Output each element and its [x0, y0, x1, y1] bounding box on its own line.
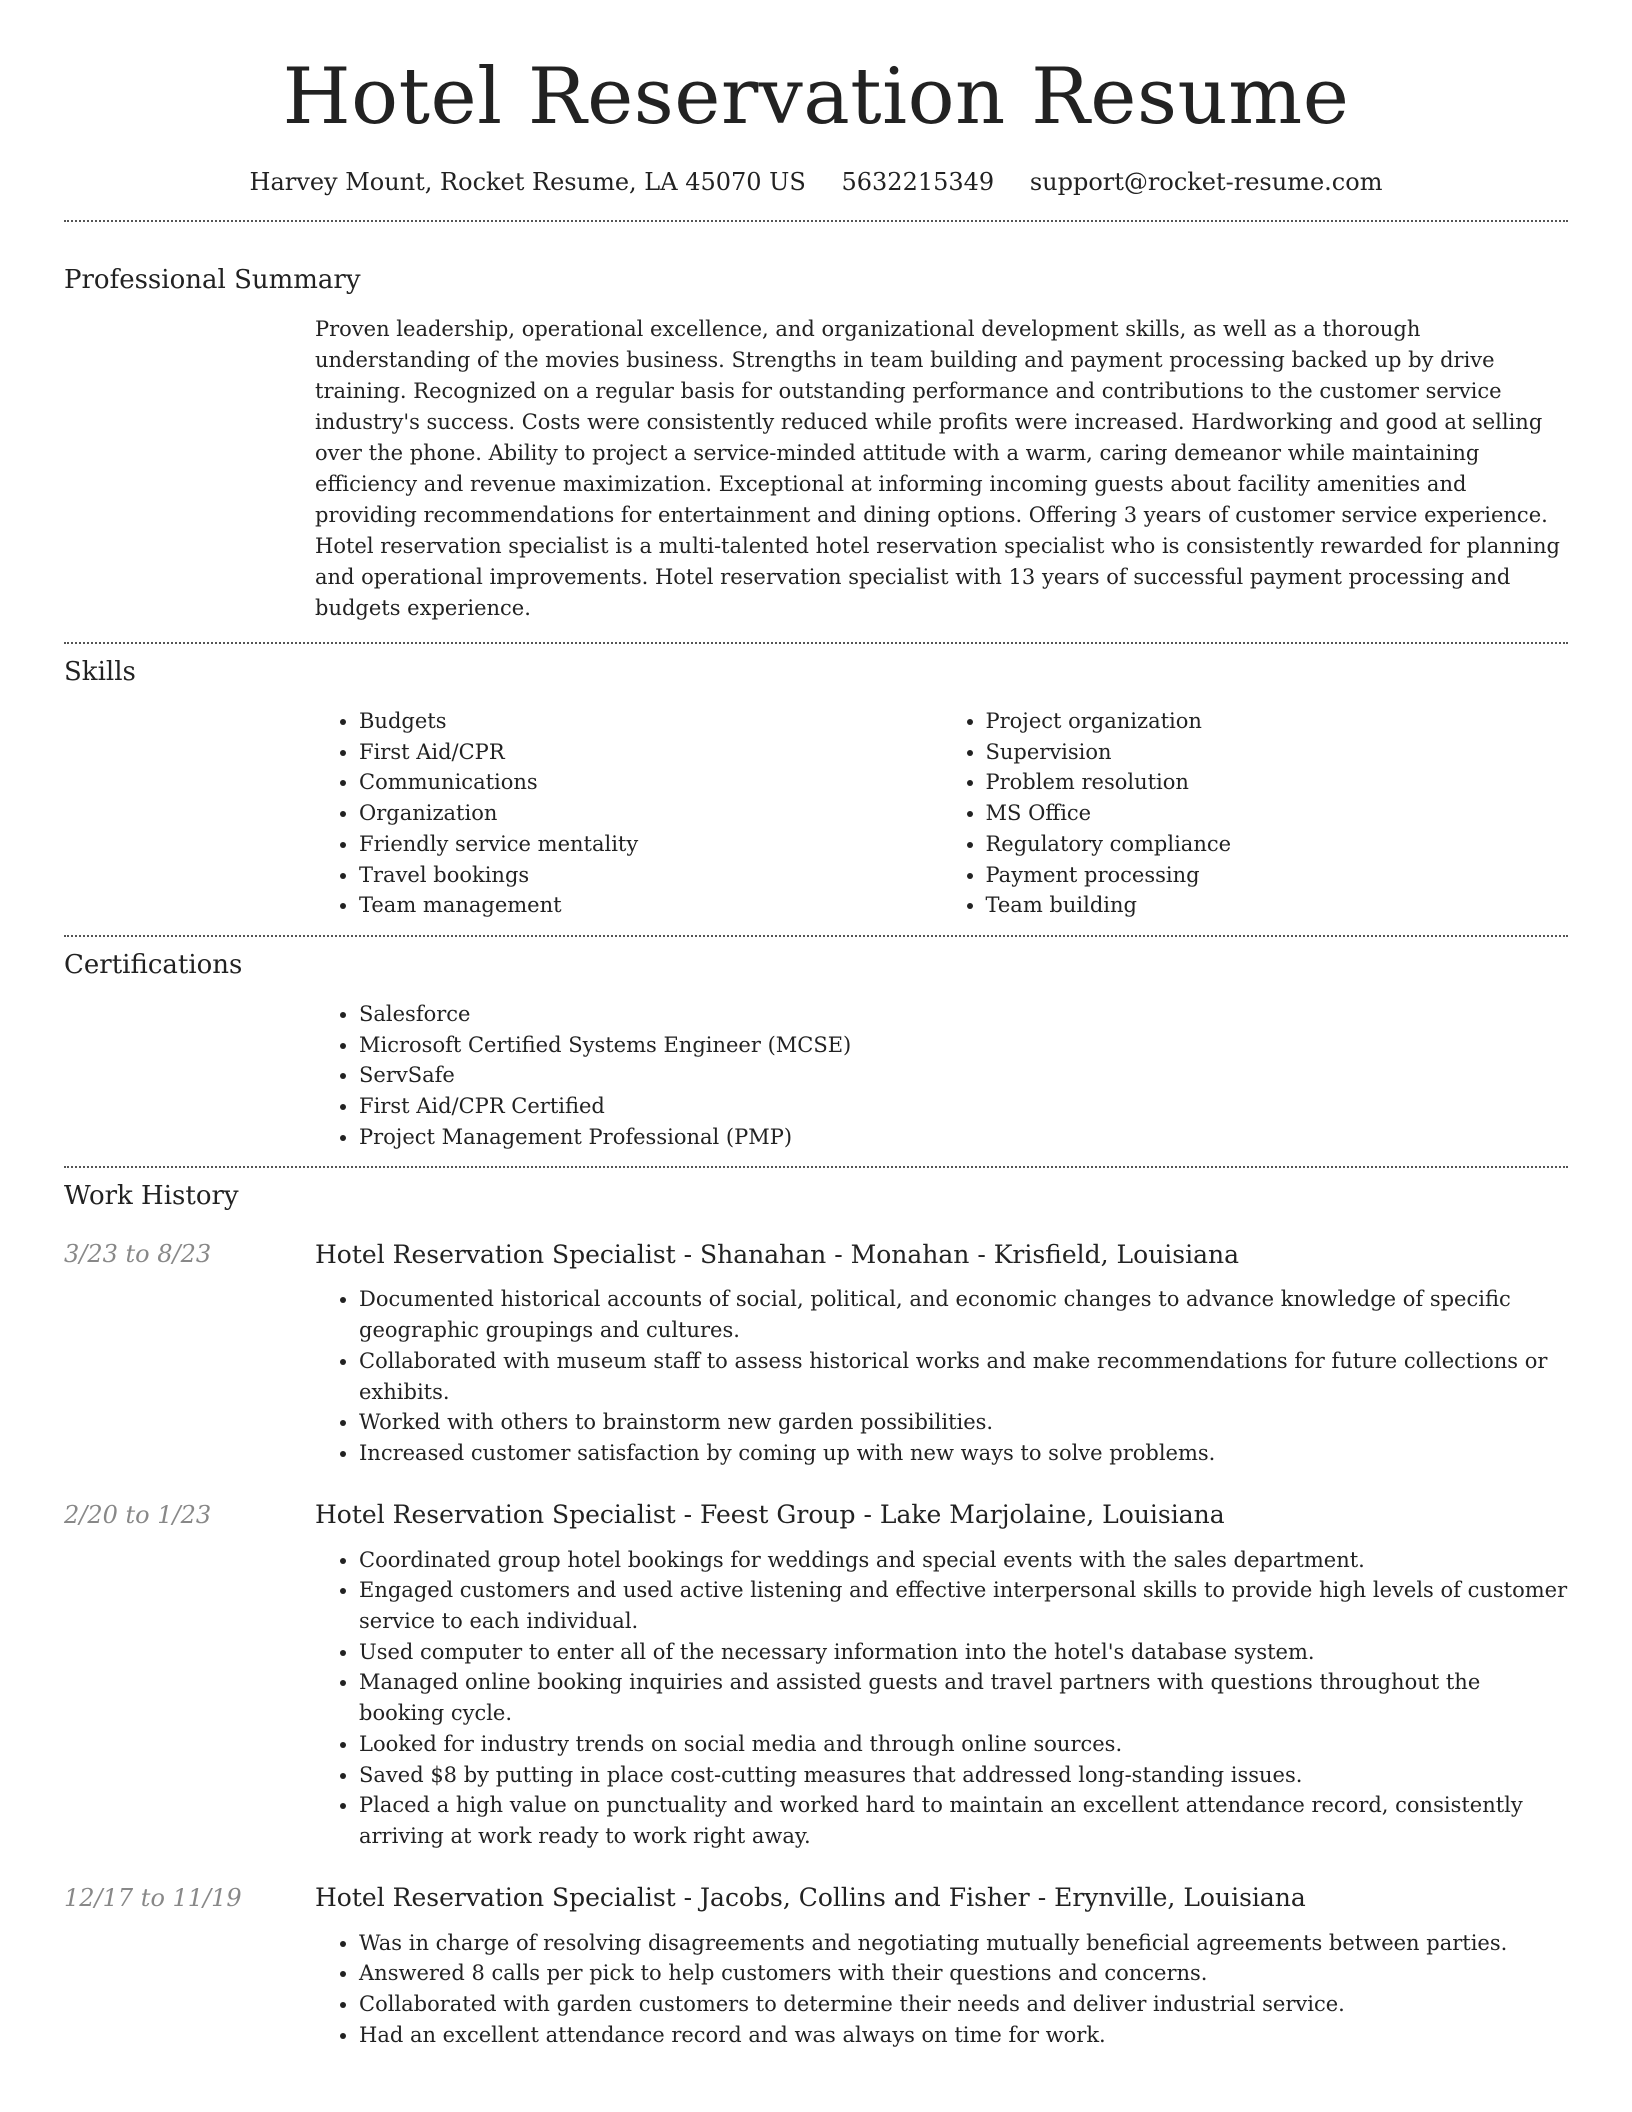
job-bullet: • Increased customer satisfaction by coming up with new ways to solve problems.	[359, 1438, 1568, 1469]
job-bullet: • Collaborated with garden customers to determine their needs and deliver industrial service.	[359, 1989, 1568, 2020]
job-bullet: • Collaborated with museum staff to assess historical works and make recommendations for future collections or exhibits.	[359, 1346, 1568, 1407]
summary-section	[64, 222, 1568, 642]
certifications-heading: Certifications	[64, 949, 243, 980]
job-entry	[64, 1495, 1568, 1852]
skill-item: • Travel bookings	[359, 860, 942, 891]
job-bullets	[315, 1284, 1568, 1468]
skill-item: • Team building	[986, 890, 1569, 921]
skill-item: • Friendly service mentality	[359, 829, 942, 860]
job-bullet: • Answered 8 calls per pick to help customers with their questions and concerns.	[359, 1958, 1568, 1989]
certification-item: • First Aid/CPR Certified	[359, 1091, 1568, 1122]
skill-item: • Problem resolution	[986, 767, 1569, 798]
job-bullets	[315, 1928, 1568, 2051]
job-bullet: • Engaged customers and used active listening and effective interpersonal skills to provide high levels of customer service to each individual.	[359, 1575, 1568, 1636]
job-dates: 12/17 to 11/19	[64, 1883, 242, 1912]
skills-list-left	[315, 706, 942, 921]
certification-item: • ServSafe	[359, 1060, 1568, 1091]
skills-list-right	[942, 706, 1569, 921]
job-bullet: • Managed online booking inquiries and assisted guests and travel partners with questions throughout the booking cycle.	[359, 1667, 1568, 1728]
job-bullet: • Placed a high value on punctuality and worked hard to maintain an excellent attendance record, consistently arriving at work ready to work right away.	[359, 1790, 1568, 1851]
contact-line	[64, 162, 1568, 202]
job-entry	[64, 1234, 1568, 1468]
skill-item: • Supervision	[986, 737, 1569, 768]
summary-text: Proven leadership, operational excellence, and organizational development skills, as well as a thorough understanding of the movies business. Strengths in team building and payment processing backed up by drive training. Recognized on a regular basis for outstanding performance and contributions to the customer service industry's success. Costs were consistently reduced while profits were increased. Hardworking and good at selling over the phone. Ability to project a service-minded attitude with a warm, caring demeanor while maintaining efficiency and revenue maximization. Exceptional at informing incoming guests about facility amenities and providing recommendations for entertainment and dining options. Offering 3 years of customer service experience. Hotel reservation specialist is a multi-talented hotel reservation specialist who is consistently rewarded for planning and operational improvements. Hotel reservation specialist with 13 years of successful payment processing and budgets experience.	[315, 317, 1560, 620]
skill-item: • Team management	[359, 890, 942, 921]
skills-heading: Skills	[64, 657, 136, 687]
job-title: Hotel Reservation Specialist - Feest Group - Lake Marjolaine, Louisiana	[315, 1500, 1225, 1530]
job-title: Hotel Reservation Specialist - Jacobs, Collins and Fisher - Erynville, Louisiana	[315, 1883, 1306, 1913]
contact-address: Harvey Mount, Rocket Resume, LA 45070 US	[249, 168, 806, 196]
job-bullet: • Had an excellent attendance record and was always on time for work.	[359, 2020, 1568, 2051]
job-bullets	[315, 1545, 1568, 1852]
job-bullet: • Used computer to enter all of the necessary information into the hotel's database system.	[359, 1637, 1568, 1668]
certification-item: • Project Management Professional (PMP)	[359, 1122, 1568, 1153]
job-bullet: • Coordinated group hotel bookings for weddings and special events with the sales department.	[359, 1545, 1568, 1576]
job-bullet: • Worked with others to brainstorm new garden possibilities.	[359, 1407, 1568, 1438]
skill-item: • MS Office	[986, 798, 1569, 829]
job-entry	[64, 1878, 1568, 2051]
page-title: Hotel Reservation Resume	[282, 52, 1350, 142]
job-dates: 3/23 to 8/23	[64, 1240, 212, 1269]
skill-item: • Payment processing	[986, 860, 1569, 891]
job-bullet: • Saved $8 by putting in place cost-cutting measures that addressed long-standing issues.	[359, 1760, 1568, 1791]
job-bullet: • Documented historical accounts of social, political, and economic changes to advance knowledge of specific geographic groupings and cultures.	[359, 1284, 1568, 1345]
skill-item: • Organization	[359, 798, 942, 829]
skill-item: • Communications	[359, 767, 942, 798]
skill-item: • Budgets	[359, 706, 942, 737]
certifications-list	[315, 999, 1568, 1153]
job-title: Hotel Reservation Specialist - Shanahan - Monahan - Krisfield, Louisiana	[315, 1239, 1240, 1269]
job-bullet: • Looked for industry trends on social media and through online sources.	[359, 1729, 1568, 1760]
certification-item: • Salesforce	[359, 999, 1568, 1030]
contact-phone: 5632215349	[841, 168, 995, 196]
skill-item: • Regulatory compliance	[986, 829, 1569, 860]
skill-item: • First Aid/CPR	[359, 737, 942, 768]
resume-page	[64, 0, 1568, 2051]
skill-item: • Project organization	[986, 706, 1569, 737]
contact-email: support@rocket-resume.com	[1029, 168, 1383, 196]
work-history-heading: Work History	[64, 1181, 239, 1212]
job-dates: 2/20 to 1/23	[64, 1500, 212, 1529]
summary-heading: Professional Summary	[64, 265, 361, 295]
job-bullet: • Was in charge of resolving disagreements and negotiating mutually beneficial agreements between parties.	[359, 1928, 1568, 1959]
skills-section	[64, 644, 1568, 935]
certification-item: • Microsoft Certified Systems Engineer (MCSE)	[359, 1030, 1568, 1061]
work-history-section	[64, 1168, 1568, 2050]
certifications-section	[64, 937, 1568, 1167]
